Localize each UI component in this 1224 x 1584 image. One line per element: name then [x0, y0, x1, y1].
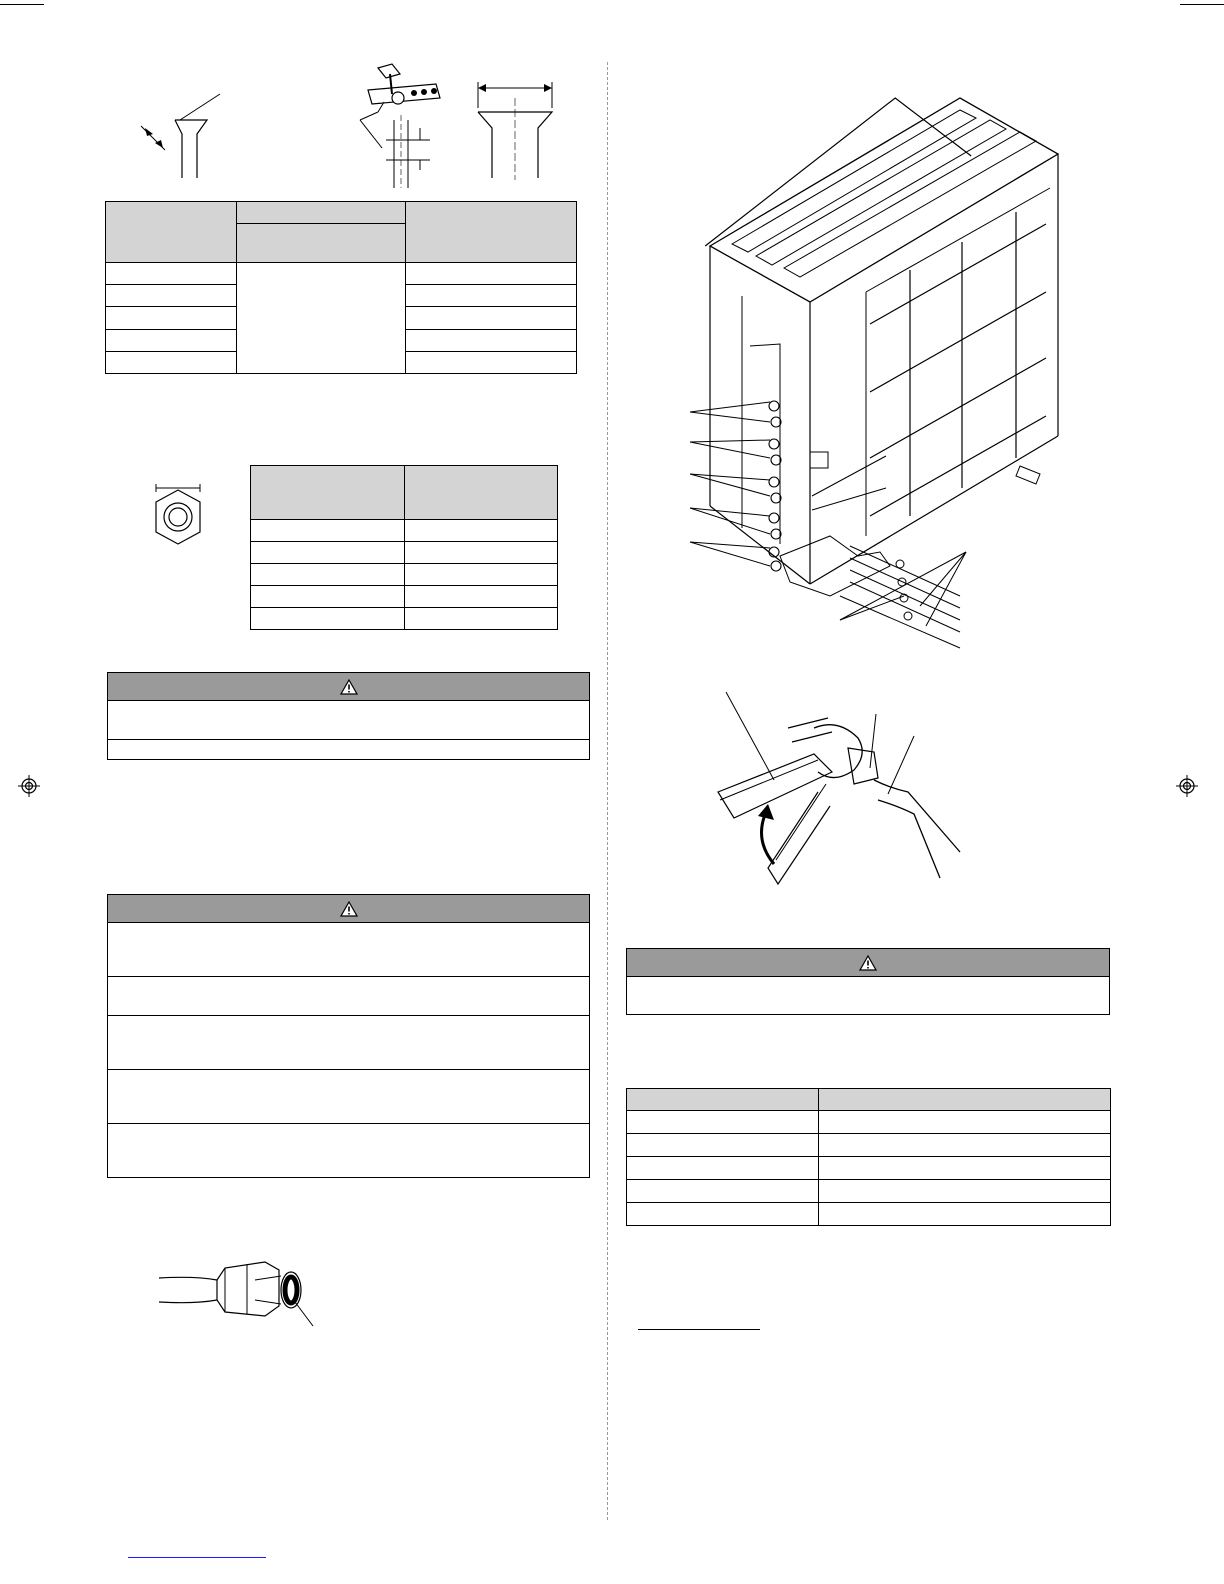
- torque-wrench-illustration: [718, 688, 968, 888]
- table-cell: [406, 330, 577, 352]
- table-header-cell: [237, 202, 406, 224]
- caution-header: [108, 673, 589, 701]
- table-cell: [405, 542, 558, 564]
- table-cell: [819, 1157, 1111, 1180]
- warning-triangle-icon: [859, 955, 877, 971]
- table-header-cell: [406, 202, 577, 263]
- table-cell: [627, 1157, 819, 1180]
- crop-mark-top-left: [0, 4, 44, 5]
- table-cell: [819, 1111, 1111, 1134]
- table-cell: [627, 1203, 819, 1226]
- table-cell: [819, 1134, 1111, 1157]
- table-header-cell: [627, 1089, 819, 1111]
- table-header-cell: [405, 466, 558, 520]
- caution-box: [107, 894, 590, 1178]
- flare-dimension-table: [105, 201, 577, 374]
- caution-box: [107, 672, 590, 760]
- caution-row: [627, 977, 1109, 1015]
- footer-link-underline: [128, 1557, 266, 1558]
- table-cell: [406, 352, 577, 374]
- table-cell: [405, 608, 558, 630]
- table-cell: [405, 564, 558, 586]
- registration-mark-icon: [18, 775, 40, 797]
- caution-row: [108, 923, 589, 977]
- flare-nut-table: [250, 465, 558, 630]
- table-cell: [251, 542, 405, 564]
- table-cell: [627, 1111, 819, 1134]
- table-cell: [819, 1203, 1111, 1226]
- caution-row: [108, 740, 589, 760]
- caution-row: [108, 701, 589, 740]
- table-cell: [627, 1180, 819, 1203]
- warning-triangle-icon: [340, 679, 358, 695]
- caution-box: [626, 948, 1110, 1015]
- flare-nut-oil-illustration: [155, 1250, 325, 1330]
- caution-header: [108, 895, 589, 923]
- table-cell: [627, 1134, 819, 1157]
- registration-mark-icon: [1176, 775, 1198, 797]
- table-cell: [106, 352, 237, 374]
- table-cell: [819, 1180, 1111, 1203]
- table-cell: [406, 263, 577, 285]
- caution-header: [627, 949, 1109, 977]
- table-cell: [251, 520, 405, 542]
- table-header-cell: [106, 202, 237, 263]
- table-cell: [251, 586, 405, 608]
- column-divider: [607, 62, 608, 1520]
- table-cell: [406, 307, 577, 330]
- table-cell: [106, 330, 237, 352]
- table-cell: [106, 263, 237, 285]
- flare-pipe-illustration: [135, 88, 225, 183]
- table-header-cell: [251, 466, 405, 520]
- caution-row: [108, 977, 589, 1016]
- flaring-tool-illustration: [350, 60, 450, 190]
- outdoor-unit-illustration: [690, 96, 970, 651]
- table-cell: [251, 608, 405, 630]
- table-header-cell: [819, 1089, 1111, 1111]
- caution-row: [108, 1124, 589, 1179]
- section-rule: [638, 1329, 760, 1330]
- table-cell-merged: [237, 263, 406, 374]
- table-header-cell: [237, 224, 406, 263]
- flare-nut-illustration: [152, 482, 204, 550]
- table-cell: [405, 520, 558, 542]
- caution-row: [108, 1070, 589, 1124]
- flare-dimension-illustration: [472, 78, 562, 183]
- warning-triangle-icon: [340, 901, 358, 917]
- torque-table: [626, 1088, 1111, 1226]
- table-cell: [251, 564, 405, 586]
- crop-mark-top-right: [1180, 4, 1224, 5]
- table-cell: [406, 285, 577, 307]
- caution-row: [108, 1016, 589, 1070]
- table-cell: [106, 285, 237, 307]
- table-cell: [405, 586, 558, 608]
- table-cell: [106, 307, 237, 330]
